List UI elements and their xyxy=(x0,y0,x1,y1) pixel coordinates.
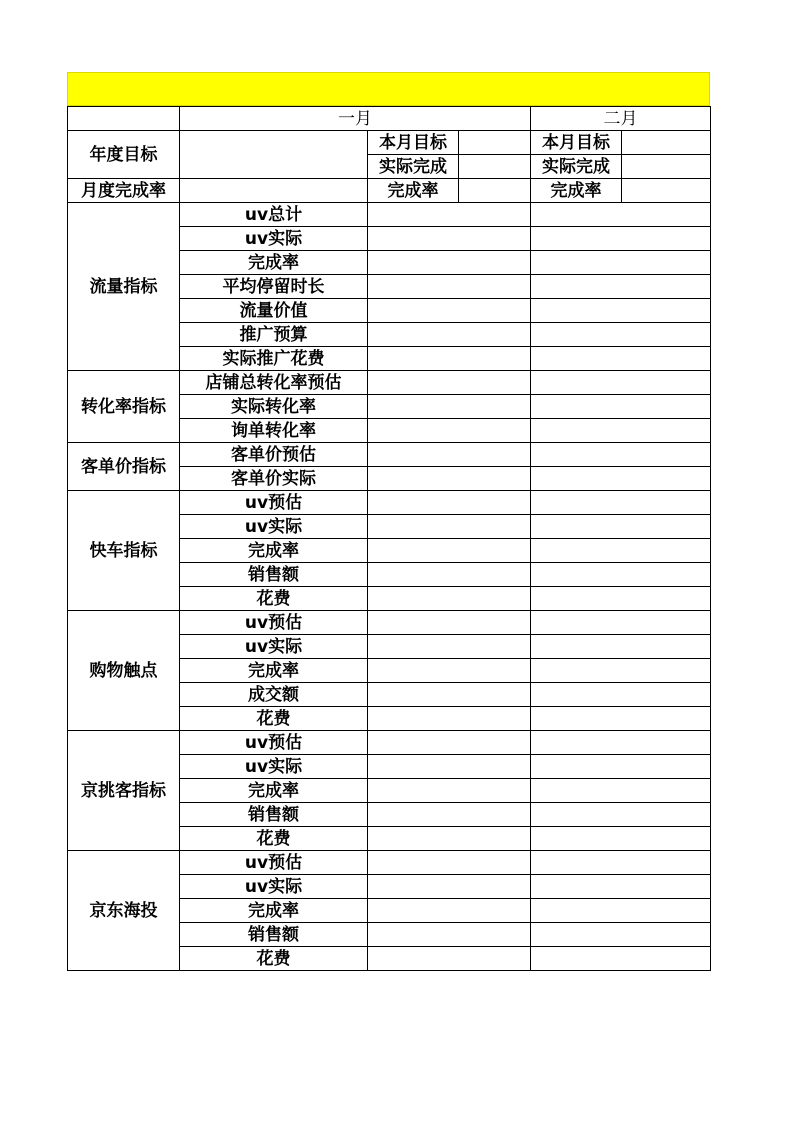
monthly-completion-row xyxy=(68,179,711,203)
month-1-target-label[interactable]: 本月目标 xyxy=(368,131,459,155)
metric-label[interactable]: uv总计 xyxy=(180,203,368,227)
month-2-value-cell[interactable] xyxy=(531,923,711,947)
metric-label[interactable]: 推广预算 xyxy=(180,323,368,347)
month-1-value-cell[interactable] xyxy=(368,947,531,971)
month-1-value-cell[interactable] xyxy=(368,203,531,227)
month-2-target-label[interactable]: 本月目标 xyxy=(531,131,622,155)
title-bar xyxy=(67,72,710,106)
metric-label[interactable]: 流量价值 xyxy=(180,299,368,323)
month-2-value-cell[interactable] xyxy=(531,875,711,899)
month-1-value-cell[interactable] xyxy=(368,899,531,923)
month-2-rate-label[interactable]: 完成率 xyxy=(531,179,622,203)
month-1-header[interactable]: 一月 xyxy=(180,107,531,131)
metric-row xyxy=(68,443,711,467)
month-1-value-cell[interactable] xyxy=(368,827,531,851)
metric-label[interactable]: uv预估 xyxy=(180,491,368,515)
month-2-value-cell[interactable] xyxy=(531,635,711,659)
month-1-value-cell[interactable] xyxy=(368,419,531,443)
metric-label[interactable]: 完成率 xyxy=(180,251,368,275)
metric-label[interactable]: 花费 xyxy=(180,947,368,971)
corner-cell[interactable] xyxy=(68,107,180,131)
kpi-sheet xyxy=(67,72,710,971)
month-2-value-cell[interactable] xyxy=(531,659,711,683)
month-1-actual-value[interactable] xyxy=(459,155,531,179)
metric-label[interactable]: 客单价预估 xyxy=(180,443,368,467)
month-1-value-cell[interactable] xyxy=(368,251,531,275)
annual-target-value[interactable] xyxy=(180,131,368,179)
month-2-actual-value[interactable] xyxy=(622,155,711,179)
metric-label[interactable]: 实际转化率 xyxy=(180,395,368,419)
month-1-actual-label[interactable]: 实际完成 xyxy=(368,155,459,179)
month-2-value-cell[interactable] xyxy=(531,275,711,299)
month-1-value-cell[interactable] xyxy=(368,659,531,683)
month-2-target-value[interactable] xyxy=(622,131,711,155)
metric-label[interactable]: 花费 xyxy=(180,587,368,611)
metric-label[interactable]: 客单价实际 xyxy=(180,467,368,491)
month-1-value-cell[interactable] xyxy=(368,299,531,323)
month-1-value-cell[interactable] xyxy=(368,347,531,371)
metric-label[interactable]: uv预估 xyxy=(180,731,368,755)
metric-row xyxy=(68,851,711,875)
month-1-value-cell[interactable] xyxy=(368,707,531,731)
month-1-value-cell[interactable] xyxy=(368,683,531,707)
metric-label[interactable]: 完成率 xyxy=(180,539,368,563)
metric-label[interactable]: 完成率 xyxy=(180,779,368,803)
month-1-value-cell[interactable] xyxy=(368,227,531,251)
month-1-value-cell[interactable] xyxy=(368,443,531,467)
month-1-value-cell[interactable] xyxy=(368,587,531,611)
month-2-value-cell[interactable] xyxy=(531,515,711,539)
month-2-value-cell[interactable] xyxy=(531,947,711,971)
month-2-value-cell[interactable] xyxy=(531,491,711,515)
month-2-value-cell[interactable] xyxy=(531,203,711,227)
month-header-row xyxy=(68,107,711,131)
month-2-value-cell[interactable] xyxy=(531,539,711,563)
kpi-table-body xyxy=(68,107,711,971)
group-label[interactable]: 客单价指标 xyxy=(68,443,180,491)
kpi-table xyxy=(67,106,711,971)
metric-label[interactable]: 花费 xyxy=(180,827,368,851)
month-1-value-cell[interactable] xyxy=(368,563,531,587)
month-2-value-cell[interactable] xyxy=(531,755,711,779)
month-1-value-cell[interactable] xyxy=(368,755,531,779)
metric-label[interactable]: 花费 xyxy=(180,707,368,731)
metric-label[interactable]: 店铺总转化率预估 xyxy=(180,371,368,395)
month-1-value-cell[interactable] xyxy=(368,851,531,875)
metric-label[interactable]: 成交额 xyxy=(180,683,368,707)
month-2-value-cell[interactable] xyxy=(531,299,711,323)
metric-label[interactable]: 询单转化率 xyxy=(180,419,368,443)
metric-row xyxy=(68,611,711,635)
metric-label[interactable]: 完成率 xyxy=(180,899,368,923)
month-2-value-cell[interactable] xyxy=(531,803,711,827)
annual-target-label[interactable]: 年度目标 xyxy=(68,131,180,179)
month-2-value-cell[interactable] xyxy=(531,611,711,635)
metric-row xyxy=(68,203,711,227)
month-1-target-value[interactable] xyxy=(459,131,531,155)
month-1-value-cell[interactable] xyxy=(368,611,531,635)
month-1-value-cell[interactable] xyxy=(368,515,531,539)
monthly-completion-label[interactable]: 月度完成率 xyxy=(68,179,180,203)
metric-label[interactable]: 销售额 xyxy=(180,803,368,827)
month-1-value-cell[interactable] xyxy=(368,467,531,491)
metric-label[interactable]: 平均停留时长 xyxy=(180,275,368,299)
month-1-value-cell[interactable] xyxy=(368,539,531,563)
month-2-value-cell[interactable] xyxy=(531,731,711,755)
metric-label[interactable]: uv实际 xyxy=(180,755,368,779)
group-label[interactable]: 京东海投 xyxy=(68,851,180,971)
month-2-value-cell[interactable] xyxy=(531,347,711,371)
month-1-value-cell[interactable] xyxy=(368,779,531,803)
month-2-value-cell[interactable] xyxy=(531,587,711,611)
metric-label[interactable]: uv实际 xyxy=(180,635,368,659)
metric-label[interactable]: uv实际 xyxy=(180,515,368,539)
month-1-value-cell[interactable] xyxy=(368,875,531,899)
group-label[interactable]: 京挑客指标 xyxy=(68,731,180,851)
month-2-value-cell[interactable] xyxy=(531,851,711,875)
month-1-value-cell[interactable] xyxy=(368,731,531,755)
group-label[interactable]: 流量指标 xyxy=(68,203,180,371)
month-1-value-cell[interactable] xyxy=(368,371,531,395)
group-label[interactable]: 转化率指标 xyxy=(68,371,180,443)
month-1-value-cell[interactable] xyxy=(368,803,531,827)
month-1-rate-value[interactable] xyxy=(459,179,531,203)
month-2-value-cell[interactable] xyxy=(531,443,711,467)
month-1-value-cell[interactable] xyxy=(368,923,531,947)
month-1-value-cell[interactable] xyxy=(368,491,531,515)
metric-label[interactable]: 销售额 xyxy=(180,923,368,947)
month-2-value-cell[interactable] xyxy=(531,467,711,491)
metric-label[interactable]: uv实际 xyxy=(180,227,368,251)
month-2-value-cell[interactable] xyxy=(531,395,711,419)
month-1-value-cell[interactable] xyxy=(368,323,531,347)
month-2-value-cell[interactable] xyxy=(531,371,711,395)
metric-label[interactable]: uv实际 xyxy=(180,875,368,899)
month-2-value-cell[interactable] xyxy=(531,779,711,803)
metric-row xyxy=(68,371,711,395)
metric-label[interactable]: 销售额 xyxy=(180,563,368,587)
metric-label[interactable]: uv预估 xyxy=(180,611,368,635)
month-2-value-cell[interactable] xyxy=(531,419,711,443)
group-label[interactable]: 快车指标 xyxy=(68,491,180,611)
month-2-value-cell[interactable] xyxy=(531,827,711,851)
month-2-actual-label[interactable]: 实际完成 xyxy=(531,155,622,179)
month-2-value-cell[interactable] xyxy=(531,251,711,275)
metric-label[interactable]: 实际推广花费 xyxy=(180,347,368,371)
metric-row xyxy=(68,731,711,755)
month-2-value-cell[interactable] xyxy=(531,899,711,923)
monthly-completion-value[interactable] xyxy=(180,179,368,203)
month-2-value-cell[interactable] xyxy=(531,323,711,347)
month-2-value-cell[interactable] xyxy=(531,683,711,707)
month-1-rate-label[interactable]: 完成率 xyxy=(368,179,459,203)
month-1-value-cell[interactable] xyxy=(368,395,531,419)
month-1-value-cell[interactable] xyxy=(368,275,531,299)
group-label[interactable]: 购物触点 xyxy=(68,611,180,731)
metric-row xyxy=(68,491,711,515)
month-2-header[interactable]: 二月 xyxy=(531,107,711,131)
month-2-value-cell[interactable] xyxy=(531,563,711,587)
month-2-value-cell[interactable] xyxy=(531,227,711,251)
annual-target-row-1 xyxy=(68,131,711,155)
metric-label[interactable]: 完成率 xyxy=(180,659,368,683)
month-1-value-cell[interactable] xyxy=(368,635,531,659)
month-2-value-cell[interactable] xyxy=(531,707,711,731)
metric-label[interactable]: uv预估 xyxy=(180,851,368,875)
month-2-rate-value[interactable] xyxy=(622,179,711,203)
